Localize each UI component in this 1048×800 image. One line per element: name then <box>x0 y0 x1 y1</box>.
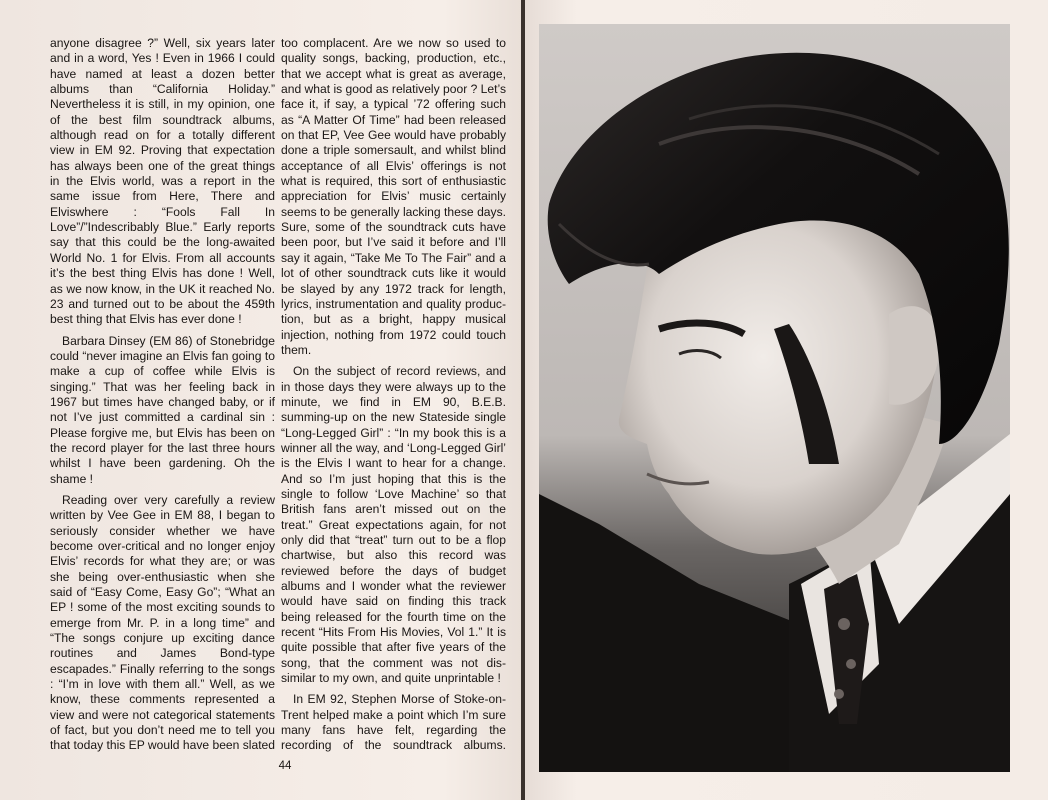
paragraph: too complacent. Are we now so used to quality songs, backing, production, etc., that we accept what is great as average, and what is good as relatively poor ? Let’s face it, if say, a typical ’72 offering such as “A Matter Of Time” had been released on that EP, Vee Gee would have probably done a triple somersault, and whilst blind acceptance of all Elvis’ offerings is not what is required, this sort of enthusiastic appreciation for Elvis’ music certainly seems to be generally lacking these days. Sure, some of the soundtrack cuts have been poor, but I’ve said it before and I’ll say it again, “Take Me To The Fair” and a lot of other soundtrack cuts like it would be slayed by any 1972 track for length, lyrics, instrumentation and quality production, but as a bright, happy musical injection, nothing from 1972 could touch them. <box>281 36 506 357</box>
paragraph: In EM 92, Stephen Morse of Stoke-on-Trent helped make a point which I’m sure many fans have felt, regarding the recording of the soundtrack albums. <box>281 692 506 753</box>
paragraph: Reading over very carefully a review written by Vee Gee in EM 88, I began to seriously consider whether we have become over-critical and no longer enjoy Elvis’ records for what they are; or was she being over-enthusiastic when she said of “Easy Come, Easy Go”; “What an EP ! some of the most exciting sounds to emerge from Mr. P. in a long time” and “The songs conjure up exciting dance routines and James Bond-type escapades.” Finally referring to the songs : “I’m in love with them all.” Well, as we know, these comments represented a view and were not categorical statements of fact, but you don’t need me to tell you that today this EP would have been slated <box>50 492 275 753</box>
paragraph: anyone disagree ?” Well, six years later and in a word, Yes ! Even in 1966 I could have named at least a dozen better albums than “California Holiday.” Nevertheless it is still, in my opinion, one of the best film soundtrack albums, although read on for a totally different view in EM 92. Proving that expectation has always been one of the great things in the Elvis world, was a report in the same issue from Here, There and Elviswhere : “Fools Fall In Love”/”Indescribably Blue.” Early reports say that this could be the long-awaited World No. 1 for Elvis. From all accounts it’s the best thing Elvis has done ! Well, as we now know, in the UK it reached No. 23 and turned out to be about the 459th best thing that Elvis has ever done ! <box>50 36 275 327</box>
page-number: 44 <box>278 760 292 772</box>
paragraph: On the subject of record reviews, and in those days they were always up to the minute, we find in EM 90, B.E.B. summing-up on the new Stateside single “Long-Legged Girl” : “In my book this is a winner all the way, and ‘Long-Legged Girl’ is the Elvis I want to hear for a change. And so I’m just hoping that this is the single to follow ‘Love Machine’ so that British fans aren’t missed out on the treat.” Great expectations again, for not only did that “treat” turn out to be a flop chartwise, but also this record was reviewed before the days of budget albums and I wonder what the reviewer would have said on finding this track being released for the fourth time on the recent “Hits From His Movies, Vol 1.” It is quite possible that after five years of the song, that the comment was not dissimilar to my own, and quite unprintable ! <box>281 364 506 686</box>
text-columns <box>50 36 506 754</box>
paragraph: Barbara Dinsey (EM 86) of Stonebridge could “never imagine an Elvis fan going to make a cup of coffee while Elvis is singing.” That was her feeling back in 1967 but times have changed baby, or if not I’ve just committed a cardinal sin : Please forgive me, but Elvis has been on the record player for the last three hours whilst I have been gardening. Oh the shame ! <box>50 333 275 486</box>
portrait-photo <box>539 24 1010 772</box>
text-column-1 <box>50 36 275 754</box>
left-page <box>0 0 521 800</box>
portrait-image <box>539 24 1010 772</box>
text-column-2 <box>281 36 506 754</box>
